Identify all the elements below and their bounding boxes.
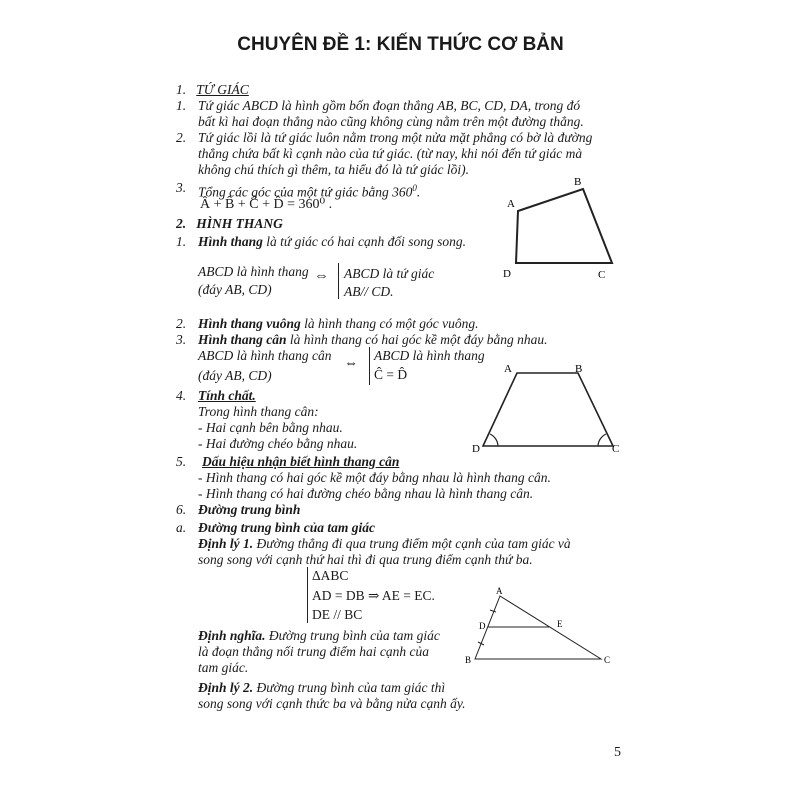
trapezoid-condition-left: (đáy AB, CD)	[198, 282, 272, 297]
vertex-label-b: B	[465, 655, 472, 665]
item-number: a.	[176, 520, 187, 535]
isosceles-trapezoid-figure	[472, 363, 619, 455]
item-number: 5.	[176, 454, 187, 469]
trapezoid-condition-right: AB// CD.	[344, 284, 394, 299]
quad-definition-line: bất kì hai đoạn thẳng nào cũng không cùng nằm trên một đường thẳng.	[198, 114, 584, 129]
page-title: CHUYÊN ĐỀ 1: KIẾN THỨC CƠ BẢN	[237, 34, 564, 55]
theorem-1-line: song song với cạnh thứ hai thì đi qua trung điểm cạnh thứ ba.	[198, 552, 533, 567]
quadrilateral-figure	[503, 176, 612, 281]
midline-definition-line: Định nghĩa. Đường trung bình của tam giác	[198, 628, 440, 643]
isosceles-trapezoid-definition: Hình thang cân là hình thang có hai góc kề một đáy bằng nhau.	[198, 332, 548, 347]
properties-line: Trong hình thang cân:	[198, 404, 319, 419]
isosceles-condition-left: ABCD là hình thang cân	[198, 348, 332, 363]
quad-definition-line: Tứ giác ABCD là hình gồm bốn đoạn thẳng AB, BC, CD, DA, trong đó	[198, 98, 581, 113]
vertex-label-b: B	[574, 176, 582, 188]
section-number: 1.	[176, 82, 187, 97]
vertex-label-c: C	[604, 655, 611, 665]
isosceles-condition-right: Ĉ = D̂	[374, 367, 408, 382]
convex-definition-line: thẳng chứa bất kì cạnh nào của tứ giác. (từ nay, khi nói đến tứ giác mà	[198, 146, 583, 161]
item-number: 3.	[176, 332, 187, 347]
vertex-label-b: B	[575, 363, 583, 375]
vertex-label-a: A	[507, 198, 515, 210]
vertex-label-e: E	[557, 619, 563, 629]
convex-definition-line: không chú thích gì thêm, ta hiểu đó là tứ giác lồi).	[198, 162, 469, 177]
item-number: 1.	[176, 234, 187, 249]
vertex-label-d: D	[472, 443, 480, 455]
theorem-1-system: DE // BC	[312, 607, 363, 622]
equivalence-arrow: ⇔	[314, 268, 329, 284]
item-number: 3.	[176, 180, 187, 195]
right-trapezoid-definition: Hình thang vuông là hình thang có một góc vuông.	[198, 316, 479, 331]
vertex-label-a: A	[496, 586, 503, 596]
convex-definition-line: Tứ giác lồi là tứ giác luôn nằm trong một nửa mặt phẳng có bờ là đường	[198, 130, 593, 145]
triangle-midline-heading: Đường trung bình của tam giác	[198, 520, 375, 535]
item-number: 4.	[176, 388, 187, 403]
item-number: 6.	[176, 502, 187, 517]
theorem-2-line: song song với cạnh thức ba và bằng nửa cạnh ấy.	[198, 696, 466, 711]
vertex-label-c: C	[612, 443, 620, 455]
midline-definition-line: là đoạn thẳng nối trung điểm hai cạnh của	[198, 644, 429, 659]
item-number: 2.	[176, 130, 187, 145]
item-number: 1.	[176, 98, 187, 113]
properties-line: - Hai đường chéo bằng nhau.	[198, 436, 358, 451]
isosceles-condition-right: ABCD là hình thang	[374, 348, 485, 363]
theorem-1-line: Định lý 1. Đường thẳng đi qua trung điểm một cạnh của tam giác và	[198, 536, 571, 551]
trapezoid-condition-left: ABCD là hình thang	[198, 264, 309, 279]
recognition-heading: Dấu hiệu nhận biết hình thang cân	[202, 454, 400, 469]
angle-sum-statement: Tổng các góc của một tứ giác bằng $360^0$.	[198, 183, 421, 200]
recognition-line: - Hình thang có hai đường chéo bằng nhau là hình thang cân.	[198, 486, 534, 501]
section-2-heading: 2. HÌNH THANG	[176, 216, 283, 231]
theorem-2-line: Định lý 2. Đường trung bình của tam giác thì	[198, 680, 446, 695]
section-title: TỨ GIÁC	[196, 82, 249, 97]
midline-definition-line: tam giác.	[198, 660, 249, 675]
item-number: 2.	[176, 316, 187, 331]
page-number: 5	[614, 745, 621, 760]
theorem-1-system: ΔABC	[312, 568, 349, 583]
recognition-line: - Hình thang có hai góc kề một đáy bằng nhau là hình thang cân.	[198, 470, 551, 485]
vertex-label-d: D	[503, 268, 511, 280]
equivalence-arrow: ⇔	[344, 356, 358, 371]
triangle-midline-figure	[465, 586, 610, 665]
vertex-label-a: A	[504, 363, 512, 375]
trapezoid-condition-right: ABCD là tứ giác	[344, 266, 435, 281]
midline-heading: Đường trung bình	[198, 502, 301, 517]
properties-line: - Hai cạnh bên bằng nhau.	[198, 420, 343, 435]
theorem-1-system: AD = DB ⇒ AE = EC.	[312, 588, 435, 603]
angle-sum-formula: Â + B̂ + Ĉ + D̂ = 360⁰ .	[200, 197, 333, 212]
vertex-label-d: D	[479, 621, 486, 631]
isosceles-condition-left: (đáy AB, CD)	[198, 368, 272, 383]
properties-heading: Tính chất.	[198, 388, 256, 403]
vertex-label-c: C	[598, 269, 606, 281]
trapezoid-definition: Hình thang là tứ giác có hai cạnh đối song song.	[198, 234, 467, 249]
